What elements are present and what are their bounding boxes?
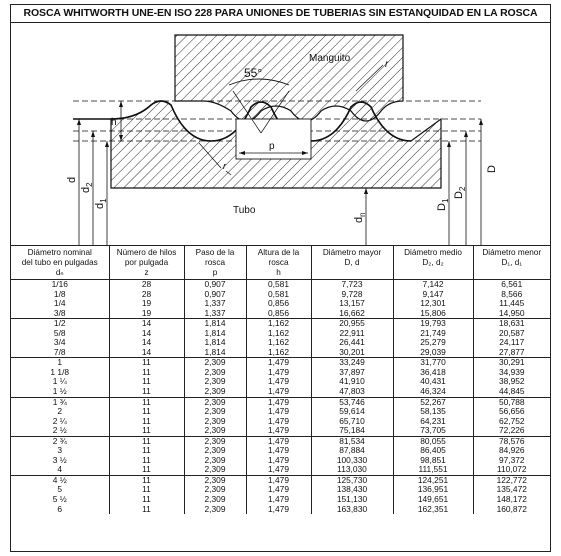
cell-pitch: 0,907: [184, 280, 246, 290]
cell-threads-per-inch: 11: [109, 456, 184, 466]
cell-nominal-diameter: 3/4: [11, 338, 109, 348]
header-line: Paso de la: [195, 248, 235, 257]
cell-minor-diameter: 11,445: [499, 298, 525, 309]
cell-minor-diameter: 44,845: [498, 386, 525, 397]
cell-pitch: 2,309: [184, 495, 246, 505]
cell-threads-per-inch: 11: [109, 505, 184, 515]
height-label: h: [111, 117, 117, 128]
cell-major-diameter: 9,728: [311, 290, 393, 300]
cell-major-diameter: 75,184: [311, 426, 393, 436]
cell-pitch: 2,309: [184, 475, 246, 485]
table-row: [11, 387, 550, 397]
cell-thread-height: 0,856: [246, 309, 311, 319]
cell-pitch-diameter: 40,431: [393, 377, 473, 387]
cell-thread-height: 1,479: [246, 426, 311, 436]
cell-major-diameter: 41,910: [311, 377, 393, 387]
header-line: D, d: [344, 258, 360, 267]
cell-nominal-diameter: 2 ¼: [11, 417, 109, 427]
radius-label-lower: r: [223, 161, 226, 171]
cell-minor-diameter: 18,631: [473, 319, 550, 329]
cell-pitch-diameter: 136,951: [393, 485, 473, 495]
cell-thread-height: 1,479: [246, 377, 311, 387]
cell-major-diameter: 37,897: [311, 368, 393, 378]
cell-thread-height: 1,479: [246, 446, 311, 456]
cell-threads-per-inch: 11: [109, 485, 184, 495]
cell-thread-height: 1,162: [246, 319, 311, 329]
cell-pitch-diameter: 25,279: [393, 338, 473, 348]
thread-profile-drawing: [11, 23, 550, 246]
cell-pitch: 1,814: [184, 338, 246, 348]
table-row: [11, 348, 550, 358]
table-row: [11, 465, 550, 475]
cell-pitch-diameter: 12,301: [393, 299, 473, 309]
cell-threads-per-inch: 28: [109, 280, 184, 290]
cell-threads-per-inch: 14: [109, 348, 184, 358]
D2-label: D: [453, 191, 465, 199]
cell-major-diameter: 65,710: [311, 417, 393, 427]
tubo-label: Tubo: [233, 205, 256, 216]
cell-pitch-diameter: 111,551: [393, 465, 473, 475]
thread-sheet: [10, 4, 551, 552]
sheet-title: ROSCA WHITWORTH UNE-EN ISO 228 PARA UNIONES DE TUBERIAS SIN ESTANQUIDAD EN LA ROSCA: [11, 5, 550, 23]
cell-pitch: 2,309: [184, 407, 246, 417]
cell-pitch: 1,337: [184, 299, 246, 309]
cell-threads-per-inch: 11: [109, 368, 184, 378]
header-line: por pulgada: [124, 258, 169, 267]
header-thread-height: [246, 246, 311, 280]
header-line: D₂, d₂: [422, 258, 444, 267]
cell-nominal-diameter: 4: [11, 465, 109, 475]
cell-thread-height: 1,479: [246, 387, 311, 397]
cell-pitch: 0,907: [184, 290, 246, 300]
header-line: Número de hilos: [116, 248, 177, 257]
cell-major-diameter: 100,330: [311, 456, 393, 466]
cell-minor-diameter: 6,561: [501, 279, 523, 289]
svg-text:dn: [353, 212, 367, 223]
header-line: Diámetro nominal: [27, 248, 92, 257]
cell-pitch-diameter: 31,770: [393, 358, 473, 368]
cell-major-diameter: 22,911: [311, 329, 393, 339]
cell-nominal-diameter: 1/16: [11, 280, 109, 290]
cell-thread-height: 1,479: [246, 436, 311, 446]
cell-pitch-diameter: 64,231: [393, 417, 473, 427]
svg-text:D2: [453, 186, 467, 199]
header-threads-per-inch: [109, 246, 184, 280]
cell-minor-diameter: 72,226: [498, 425, 525, 436]
cell-major-diameter: 125,730: [311, 475, 393, 485]
cell-threads-per-inch: 11: [109, 495, 184, 505]
D1-subscript: 1: [441, 198, 450, 204]
header-line: dₙ: [55, 268, 64, 277]
cell-pitch-diameter: 29,039: [393, 348, 473, 358]
cell-pitch: 2,309: [184, 465, 246, 475]
d-label: d: [66, 176, 78, 183]
cell-pitch: 2,309: [184, 377, 246, 387]
cell-pitch-diameter: 124,251: [393, 475, 473, 485]
cell-thread-height: 0,581: [246, 280, 311, 290]
cell-threads-per-inch: 14: [109, 319, 184, 329]
header-pitch-diameter: [393, 246, 473, 280]
cell-major-diameter: 26,441: [311, 338, 393, 348]
cell-major-diameter: 138,430: [311, 485, 393, 495]
table-row: [11, 426, 550, 436]
header-major-diameter: [311, 246, 393, 280]
cell-pitch: 1,814: [184, 329, 246, 339]
cell-nominal-diameter: 5 ½: [11, 495, 109, 505]
svg-text:d1: [94, 198, 108, 209]
cell-nominal-diameter: 1 1/8: [11, 368, 109, 378]
cell-minor-diameter: 24,117: [499, 337, 525, 348]
D2-subscript: 2: [458, 186, 467, 192]
cell-nominal-diameter: 1/2: [11, 319, 109, 329]
cell-pitch-diameter: 21,749: [393, 329, 473, 339]
cell-major-diameter: 33,249: [311, 358, 393, 368]
cell-major-diameter: 16,662: [311, 309, 393, 319]
cell-thread-height: 1,479: [246, 417, 311, 427]
cell-pitch-diameter: 80,055: [393, 436, 473, 446]
cell-major-diameter: 151,130: [311, 495, 393, 505]
cell-threads-per-inch: 28: [109, 290, 184, 300]
cell-major-diameter: 81,534: [311, 436, 393, 446]
cell-minor-diameter: 135,472: [496, 484, 527, 495]
table-header-row: [11, 246, 550, 280]
cell-nominal-diameter: 3: [11, 446, 109, 456]
cell-pitch-diameter: 19,793: [393, 319, 473, 329]
cell-nominal-diameter: 7/8: [11, 348, 109, 358]
cell-major-diameter: 113,030: [311, 465, 393, 475]
cell-thread-height: 0,856: [246, 299, 311, 309]
cell-threads-per-inch: 19: [109, 299, 184, 309]
cell-major-diameter: 7,723: [311, 280, 393, 290]
header-line: del tubo en pulgadas: [21, 258, 98, 267]
cell-thread-height: 1,479: [246, 456, 311, 466]
cell-nominal-diameter: 3 ½: [11, 456, 109, 466]
cell-thread-height: 1,479: [246, 358, 311, 368]
cell-minor-diameter: 148,172: [496, 494, 527, 505]
cell-minor-diameter: 27,877: [498, 346, 525, 357]
cell-minor-diameter: 50,788: [473, 397, 550, 407]
header-line: rosca: [268, 258, 289, 267]
thread-profile-svg: [11, 23, 550, 245]
cell-threads-per-inch: 11: [109, 475, 184, 485]
cell-threads-per-inch: 11: [109, 417, 184, 427]
cell-threads-per-inch: 11: [109, 387, 184, 397]
cell-thread-height: 1,479: [246, 475, 311, 485]
cell-minor-diameter: 8,566: [501, 288, 523, 299]
cell-minor-diameter: 97,372: [498, 454, 525, 465]
cell-pitch: 2,309: [184, 426, 246, 436]
D-label: D: [486, 165, 498, 173]
cell-threads-per-inch: 11: [109, 397, 184, 407]
d1-label: d: [94, 202, 106, 209]
cell-pitch: 2,309: [184, 417, 246, 427]
cell-minor-diameter: 14,950: [498, 307, 525, 318]
cell-thread-height: 1,162: [246, 338, 311, 348]
cell-minor-diameter: 20,587: [498, 327, 525, 338]
cell-threads-per-inch: 14: [109, 329, 184, 339]
cell-minor-diameter: 62,752: [498, 415, 525, 426]
cell-thread-height: 1,479: [246, 407, 311, 417]
cell-pitch: 2,309: [184, 397, 246, 407]
svg-text:d2: [80, 182, 94, 193]
cell-nominal-diameter: 2 ¾: [11, 436, 109, 446]
cell-nominal-diameter: 1/8: [11, 290, 109, 300]
cell-pitch: 1,814: [184, 319, 246, 329]
cell-thread-height: 1,479: [246, 495, 311, 505]
cell-major-diameter: 47,803: [311, 387, 393, 397]
table-body: [11, 280, 550, 515]
cell-threads-per-inch: 11: [109, 426, 184, 436]
pitch-label: p: [269, 141, 275, 152]
table-row: [11, 505, 550, 515]
cell-nominal-diameter: 6: [11, 505, 109, 515]
cell-pitch: 2,309: [184, 456, 246, 466]
cell-pitch: 2,309: [184, 446, 246, 456]
header-line: Diámetro medio: [404, 248, 462, 257]
cell-threads-per-inch: 11: [109, 377, 184, 387]
cell-pitch: 1,814: [184, 348, 246, 358]
cell-nominal-diameter: 1/4: [11, 299, 109, 309]
cell-pitch-diameter: 9,147: [393, 290, 473, 300]
cell-nominal-diameter: 1 ½: [11, 387, 109, 397]
d1-subscript: 1: [99, 198, 108, 203]
header-pitch: [184, 246, 246, 280]
cell-pitch: 2,309: [184, 485, 246, 495]
whitworth-thread-table: [11, 246, 550, 514]
cell-pitch-diameter: 7,142: [393, 280, 473, 290]
cell-thread-height: 1,479: [246, 368, 311, 378]
radius-label: r: [385, 59, 389, 70]
cell-pitch-diameter: 98,851: [393, 456, 473, 466]
cell-pitch: 2,309: [184, 368, 246, 378]
cell-nominal-diameter: 4 ½: [11, 475, 109, 485]
cell-threads-per-inch: 11: [109, 446, 184, 456]
cell-minor-diameter: 56,656: [498, 406, 525, 417]
cell-pitch-diameter: 58,135: [393, 407, 473, 417]
cell-pitch: 1,337: [184, 309, 246, 319]
header-line: p: [212, 268, 218, 277]
cell-minor-diameter: 110,072: [496, 464, 527, 475]
D1-label: D: [436, 203, 448, 211]
header-minor-diameter: [473, 246, 550, 280]
cell-nominal-diameter: 3/8: [11, 309, 109, 319]
cell-threads-per-inch: 11: [109, 358, 184, 368]
cell-pitch-diameter: 36,418: [393, 368, 473, 378]
cell-thread-height: 1,479: [246, 465, 311, 475]
cell-major-diameter: 59,614: [311, 407, 393, 417]
cell-minor-diameter: 84,926: [498, 445, 525, 456]
d2-subscript: 2: [85, 182, 94, 187]
cell-major-diameter: 53,746: [311, 397, 393, 407]
cell-minor-diameter: 30,291: [473, 358, 550, 368]
header-line: D₁, d₁: [501, 258, 523, 267]
cell-thread-height: 0,581: [246, 290, 311, 300]
dn-subscript: n: [358, 212, 367, 217]
cell-pitch-diameter: 15,806: [393, 309, 473, 319]
cell-pitch-diameter: 162,351: [393, 505, 473, 515]
cell-threads-per-inch: 14: [109, 338, 184, 348]
cell-thread-height: 1,479: [246, 397, 311, 407]
cell-pitch-diameter: 149,651: [393, 495, 473, 505]
cell-major-diameter: 20,955: [311, 319, 393, 329]
header-line: Altura de la: [257, 248, 300, 257]
cell-pitch-diameter: 86,405: [393, 446, 473, 456]
angle-label: 55°: [244, 66, 263, 80]
header-line: h: [276, 268, 281, 277]
cell-major-diameter: 163,830: [311, 505, 393, 515]
header-line: Diámetro menor: [482, 248, 542, 257]
cell-major-diameter: 87,884: [311, 446, 393, 456]
cell-nominal-diameter: 1 ¼: [11, 377, 109, 387]
cell-pitch-diameter: 46,324: [393, 387, 473, 397]
cell-thread-height: 1,162: [246, 329, 311, 339]
cell-pitch: 2,309: [184, 387, 246, 397]
cell-pitch: 2,309: [184, 436, 246, 446]
cell-nominal-diameter: 1 ¾: [11, 397, 109, 407]
header-line: rosca: [204, 258, 226, 267]
cell-pitch: 2,309: [184, 505, 246, 515]
cell-pitch-diameter: 52,267: [393, 397, 473, 407]
cell-pitch-diameter: 73,705: [393, 426, 473, 436]
cell-pitch: 2,309: [184, 358, 246, 368]
cell-thread-height: 1,479: [246, 505, 311, 515]
cell-nominal-diameter: 2: [11, 407, 109, 417]
manguito-label: Manguito: [309, 53, 351, 64]
cell-nominal-diameter: 1: [11, 358, 109, 368]
header-line: Diámetro mayor: [322, 248, 382, 257]
cell-threads-per-inch: 11: [109, 465, 184, 475]
cell-minor-diameter: 34,939: [498, 366, 525, 377]
cell-major-diameter: 13,157: [311, 299, 393, 309]
svg-text:D1: [436, 198, 450, 211]
table-row: [11, 309, 550, 319]
cell-threads-per-inch: 11: [109, 436, 184, 446]
dn-label: d: [353, 216, 365, 223]
cell-nominal-diameter: 5/8: [11, 329, 109, 339]
cell-minor-diameter: 160,872: [496, 503, 527, 514]
cell-thread-height: 1,479: [246, 485, 311, 495]
d2-label: d: [80, 186, 92, 193]
cell-minor-diameter: 122,772: [473, 475, 550, 485]
cell-threads-per-inch: 19: [109, 309, 184, 319]
cell-threads-per-inch: 11: [109, 407, 184, 417]
cell-thread-height: 1,162: [246, 348, 311, 358]
header-line: z: [144, 268, 149, 277]
cell-nominal-diameter: 5: [11, 485, 109, 495]
cell-minor-diameter: 38,952: [498, 376, 525, 387]
cell-major-diameter: 30,201: [311, 348, 393, 358]
cell-minor-diameter: 78,576: [473, 436, 550, 446]
header-nominal-diameter: [11, 246, 109, 280]
cell-nominal-diameter: 2 ½: [11, 426, 109, 436]
